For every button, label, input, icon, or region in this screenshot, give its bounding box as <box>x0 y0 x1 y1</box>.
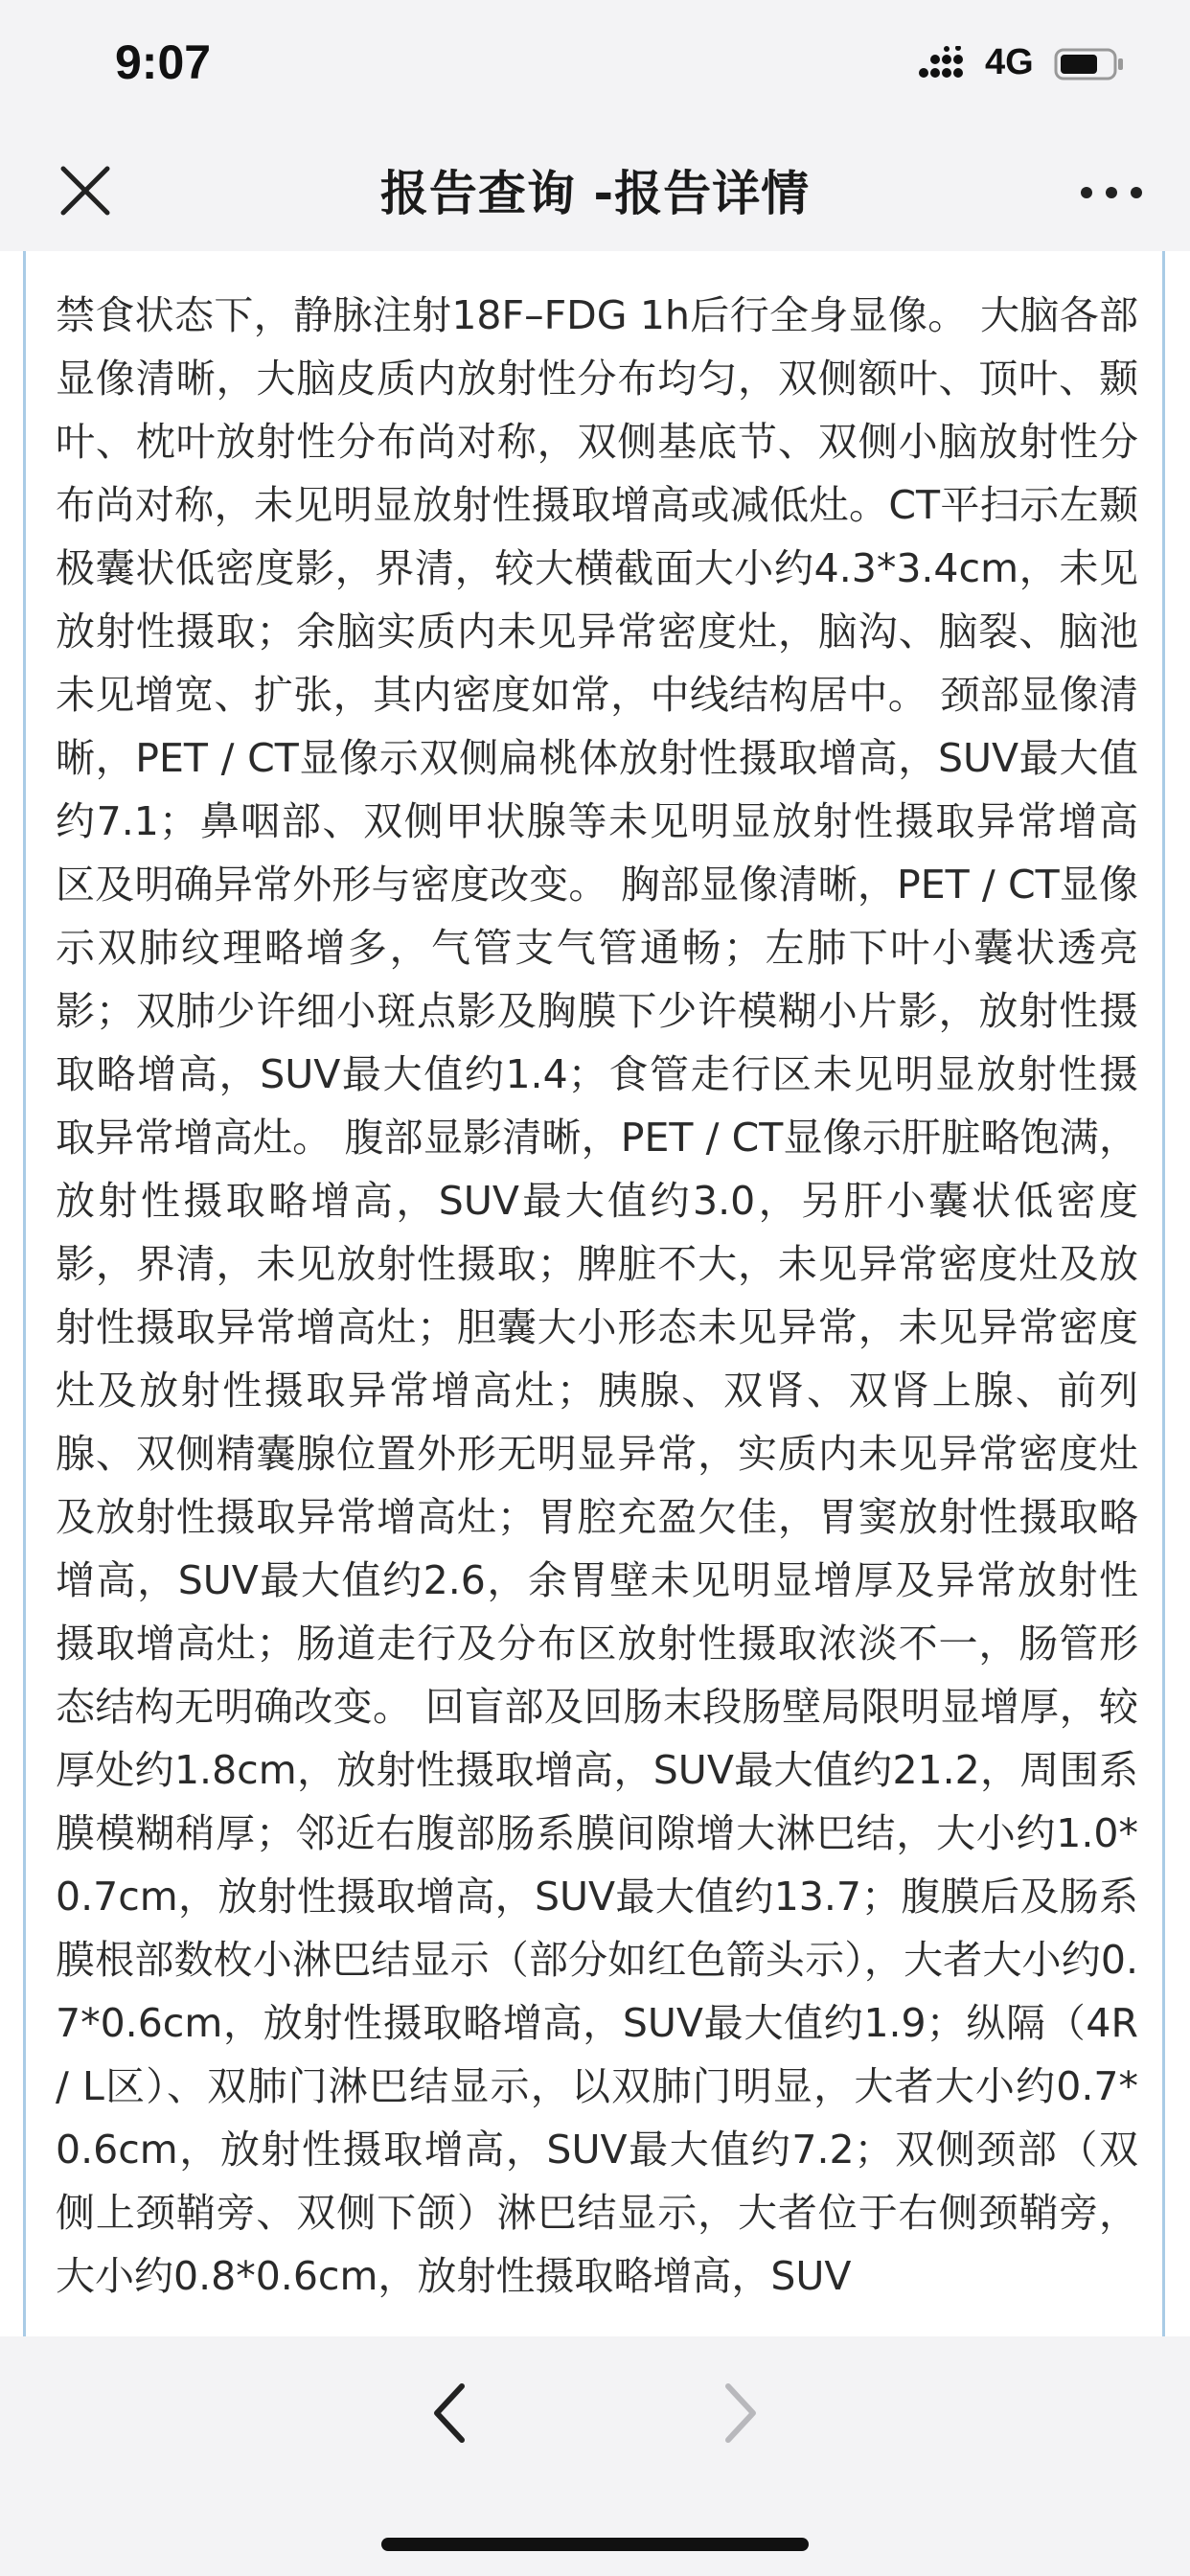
report-text: 禁食状态下，静脉注射18F–FDG 1h后行全身显像。 大脑各部显像清晰，大脑皮质内放射性分布均匀，双侧额叶、顶叶、颞叶、枕叶放射性分布尚对称，双侧基底节、双侧小脑放射性分布尚对称，未见明显放射性摄取增高或减低灶。CT平扫示左颞极囊状低密度影，界清，较大横截面大小约4.3*3.4cm，未见放射性摄取；余脑实质内未见异常密度灶，脑沟、脑裂、脑池未见增宽、扩张，其内密度如常，中线结构居中。 颈部显像清晰，PET / CT显像示双侧扁桃体放射性摄取增高，SUV最大值约7.1；鼻咽部、双侧甲状腺等未见明显放射性摄取异常增高区及明确异常外形与密度改变。 胸部显像清晰，PET / CT显像示双肺纹理略增多，气管支气管通畅；左肺下叶小囊状透亮影；双肺少许细小斑点影及胸膜下少许模糊小片影，放射性摄取略增高，SUV最大值约1.4；食管走行区未见明显放射性摄取异常增高灶。 腹部显影清晰，PET / CT显像示肝脏略饱满，放射性摄取略增高，SUV最大值约3.0，另肝小囊状低密度影，界清，未见放射性摄取；脾脏不大，未见异常密度灶及放射性摄取异常增高灶；胆囊大小形态未见异常，未见异常密度灶及放射性摄取异常增高灶；胰腺、双肾、双肾上腺、前列腺、双侧精囊腺位置外形无明显异常，实质内未见异常密度灶及放射性摄取异常增高灶；胃腔充盈欠佳，胃窦放射性摄取略增高，SUV最大值约2.6，余胃壁未见明显增厚及异常放射性摄取增高灶；肠道走行及分布区放射性摄取浓淡不一，肠管形态结构无明确改变。 回盲部及回肠末段肠壁局限明显增厚，较厚处约1.8cm，放射性摄取增高，SUV最大值约21.2，周围系膜模糊稍厚；邻近右腹部肠系膜间隙增大淋巴结，大小约1.0*0.7cm，放射性摄取增高，SUV最大值约13.7；腹膜后及肠系膜根部数枚小淋巴结显示（部分如红色箭头示），大者大小约0.7*0.6cm，放射性摄取略增高，SUV最大值约1.9；纵隔（4R / L区）、双肺门淋巴结显示，以双肺门明显，大者大小约0.7*0.6cm，放射性摄取增高，SUV最大值约7.2；双侧颈部（双侧上颈鞘旁、双侧下颌）淋巴结显示，大者位于右侧颈鞘旁，大小约0.8*0.6cm，放射性摄取略增高，SUV <box>56 292 1138 2299</box>
home-indicator[interactable] <box>381 2538 809 2551</box>
report-content[interactable] <box>0 251 1190 2336</box>
more-icon[interactable] <box>1073 169 1150 217</box>
page-title: 报告查询 -报告详情 <box>379 166 811 221</box>
signal-bars-icon <box>918 46 966 82</box>
chevron-right-icon <box>711 2375 768 2451</box>
status-time: 9:07 <box>115 35 212 89</box>
bottom-toolbar <box>0 2336 1190 2576</box>
chevron-left-icon[interactable] <box>422 2375 479 2451</box>
nav-bar <box>0 130 1190 251</box>
battery-icon <box>1054 46 1125 82</box>
network-type: 4G <box>985 42 1034 82</box>
status-bar <box>0 0 1190 130</box>
